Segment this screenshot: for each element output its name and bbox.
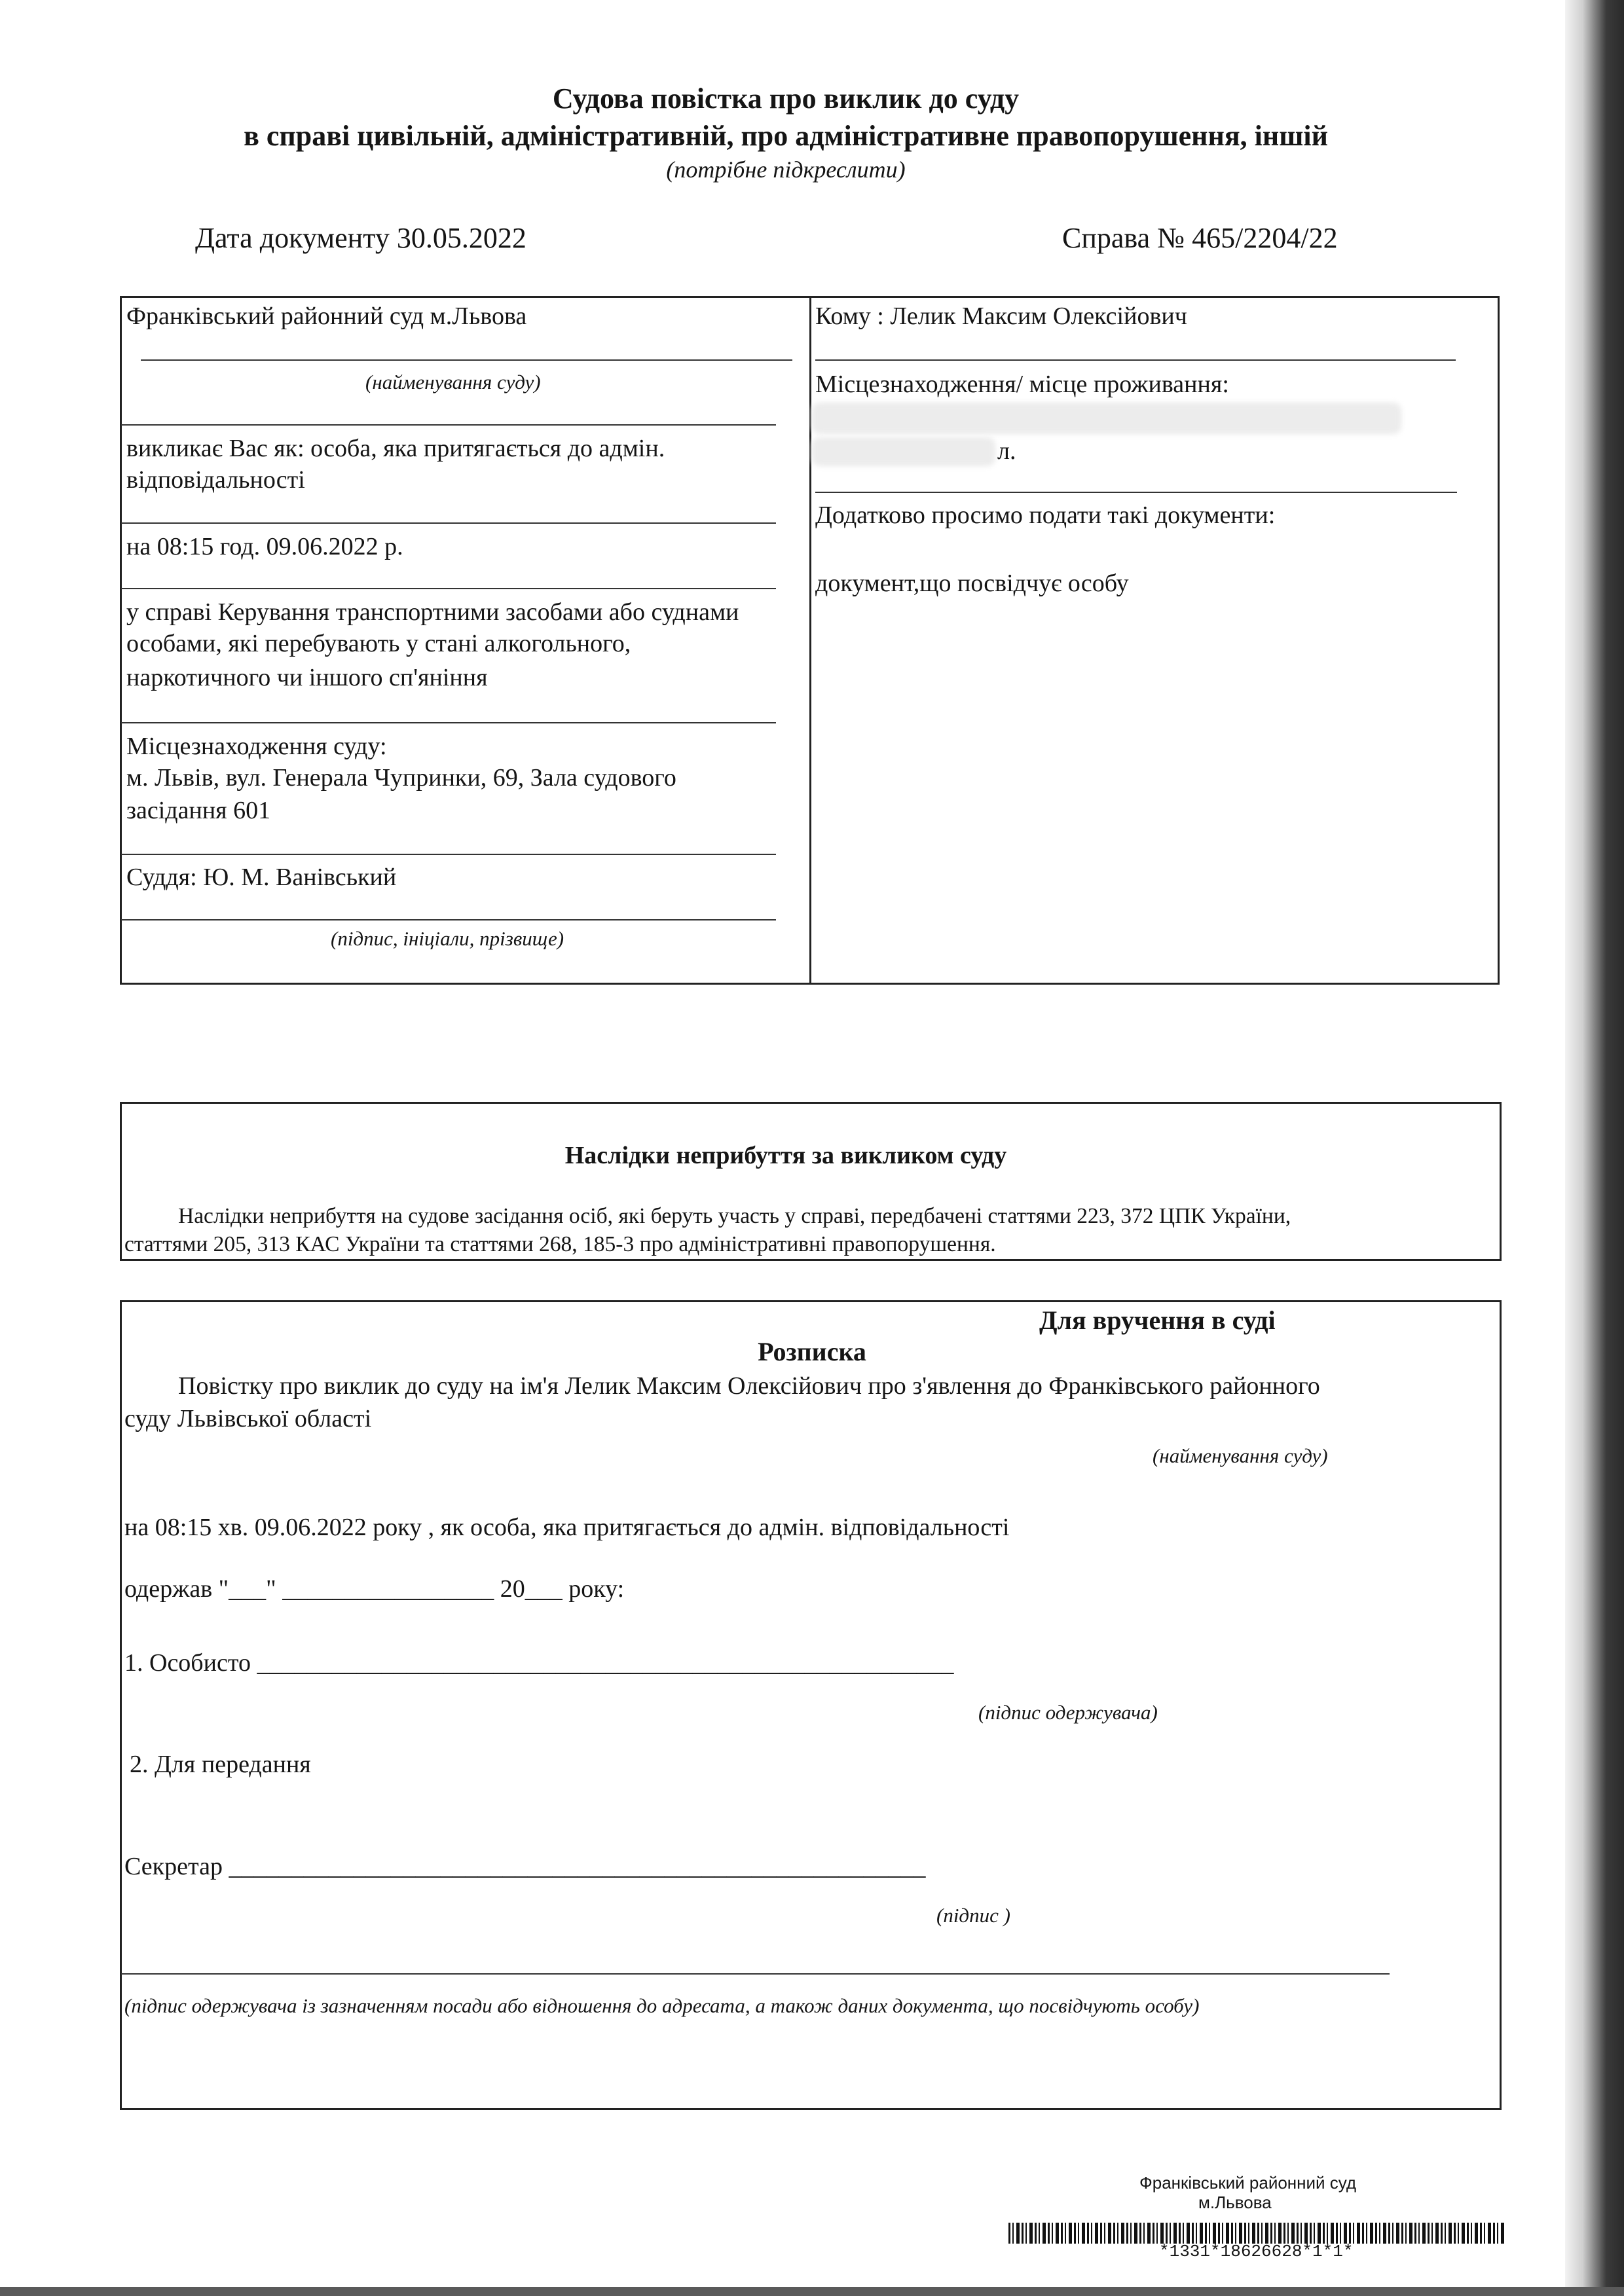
divider-line [121, 424, 776, 426]
for-transfer-label: 2. Для передання [130, 1751, 311, 1778]
receipt-bottom-signature-line [121, 1973, 1390, 1975]
footer-court-line1: Франківський районний суд [1139, 2173, 1357, 2193]
court-location-line2: засідання 601 [126, 797, 271, 824]
document-subtitle: в справі цивільній, адміністративній, про адміністративне правопорушення, іншій [244, 120, 1328, 152]
column-divider [809, 296, 811, 985]
recipient-underline [815, 359, 1456, 361]
consequences-title: Наслідки неприбуття за викликом суду [564, 1142, 1007, 1169]
divider-line [121, 588, 776, 589]
extra-docs-label: Додатково просимо подати такі документи: [815, 501, 1276, 529]
judge-name: Суддя: Ю. М. Ванівський [126, 864, 397, 891]
hearing-time: на 08:15 год. 09.06.2022 р. [126, 533, 403, 560]
recipient-signature-caption: (підпис одержувача) [978, 1701, 1158, 1724]
footer-court-line2: м.Львова [1198, 2193, 1272, 2212]
court-location-label: Місцезнаходження суду: [126, 733, 387, 760]
residence-label: Місцезнаходження/ місце проживання: [815, 371, 1229, 398]
secretary-signature-caption: (підпис ) [936, 1904, 1010, 1927]
redacted-address-line2 [812, 437, 995, 466]
title-note: (потрібне підкреслити) [666, 156, 906, 183]
barcode [1008, 2223, 1506, 2244]
address-underline [815, 492, 1457, 493]
called-as-line1: викликає Вас як: особа, яка притягається до адмін. [126, 435, 665, 462]
extra-docs-value: документ,що посвідчує особу [815, 570, 1129, 597]
court-name-caption: (найменування суду) [365, 371, 541, 393]
receipt-text-line1: Повістку про виклик до суду на ім'я Лелик Максим Олексійович про з'явлення до Франківського районного [178, 1372, 1320, 1400]
address-tail: л. [997, 437, 1016, 465]
receipt-court-caption: (найменування суду) [1153, 1444, 1328, 1467]
receipt-time-line: на 08:15 хв. 09.06.2022 року , як особа, яка притягається до адмін. відповідальності [124, 1514, 1010, 1541]
barcode-text: *1331*18626628*1*1* [1159, 2242, 1354, 2261]
court-location-line1: м. Львів, вул. Генерала Чупринки, 69, Зала судового [126, 764, 676, 792]
recipient-name: Кому : Лелик Максим Олексійович [815, 302, 1187, 330]
document-title: Судова повістка про виклик до суду [552, 82, 1020, 115]
scan-edge-shadow [1565, 0, 1624, 2296]
scan-bottom-edge [0, 2287, 1624, 2296]
redacted-address-line1 [812, 403, 1401, 434]
document-date: Дата документу 30.05.2022 [195, 222, 526, 254]
divider-line [121, 722, 776, 723]
consequences-text-line1: Наслідки неприбуття на судове засідання осіб, які беруть участь у справі, передбачені статтями 223, 372 ЦПК України, [178, 1204, 1291, 1228]
called-as-line2: відповідальності [126, 466, 305, 494]
for-delivery-label: Для вручення в суді [1039, 1305, 1276, 1335]
receipt-title: Розписка [758, 1337, 866, 1366]
case-subject-line2: особами, які перебувають у стані алкогольного, [126, 630, 631, 657]
divider-line [121, 854, 776, 855]
divider-line [121, 522, 776, 524]
case-subject-line3: наркотичного чи іншого сп'яніння [126, 664, 488, 691]
judge-caption: (підпис, ініціали, прізвище) [331, 927, 564, 950]
court-name: Франківський районний суд м.Львова [126, 302, 527, 330]
court-name-underline [141, 359, 792, 361]
judge-signature-line [121, 919, 776, 920]
receipt-text-line2: суду Львівської області [124, 1405, 372, 1432]
received-date-line: одержав "___" _________________ 20___ року: [124, 1575, 625, 1603]
consequences-text-line2: статтями 205, 313 КАС України та статтями 268, 185-3 про адміністративні правопорушення. [124, 1232, 996, 1256]
case-number: Справа № 465/2204/22 [1062, 222, 1338, 254]
personally-signature-line: 1. Особисто ________________________________________________________ [124, 1649, 954, 1677]
receipt-bottom-caption: (підпис одержувача із зазначенням посади або відношення до адресата, а також даних документа, що посвідчують особу) [124, 1994, 1200, 2017]
secretary-signature-line: Секретар ________________________________________________________ [124, 1853, 926, 1880]
case-subject-line1: у справі Керування транспортними засобами або суднами [126, 598, 739, 626]
